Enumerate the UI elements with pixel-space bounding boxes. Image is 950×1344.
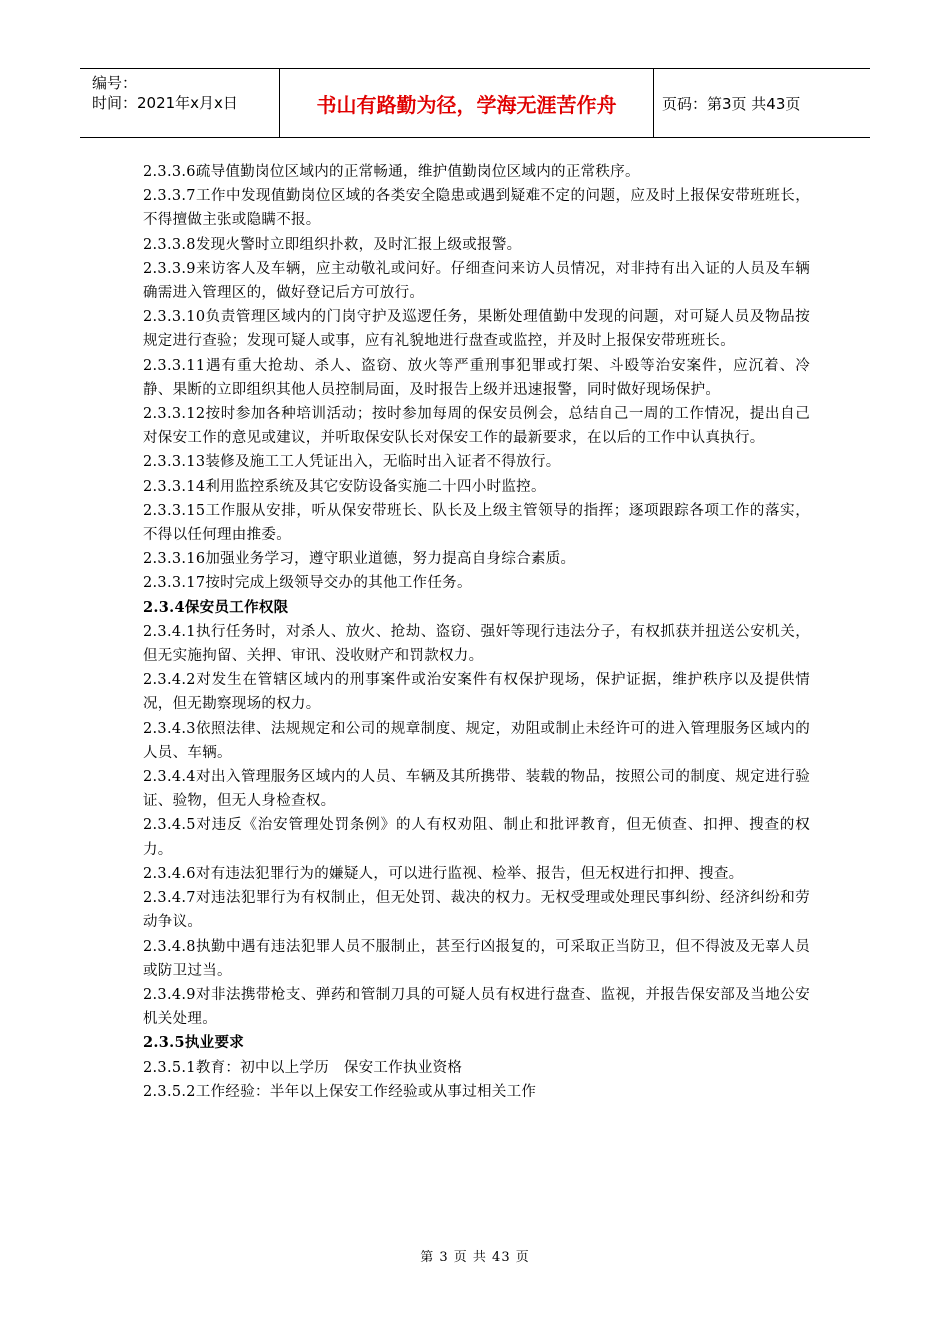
paragraph: 2.3.4.3依照法律、法规规定和公司的规章制度、规定，劝阻或制止未经许可的进入管理服务区域内的人员、车辆。: [143, 720, 810, 761]
header-motto: 书山有路勤为径，学海无涯苦作舟: [280, 69, 654, 137]
document-header: [80, 68, 870, 138]
section-heading: 2.3.4保安员工作权限: [143, 598, 289, 616]
paragraph: 2.3.3.15工作服从安排，听从保安带班长、队长及上级主管领导的指挥；逐项跟踪各项工作的落实，不得以任何理由推委。: [143, 502, 810, 544]
paragraph: 2.3.4.2对发生在管辖区域内的刑事案件或治安案件有权保护现场，保护证据，维护秩序以及提供情况，但无勘察现场的权力。: [143, 672, 810, 713]
paragraph: 2.3.4.7对违法犯罪行为有权制止，但无处罚、裁决的权力。无权受理或处理民事纠纷、经济纠纷和劳动争议。: [143, 890, 810, 931]
paragraph: 2.3.4.8执勤中遇有违法犯罪人员不服制止，甚至行凶报复的，可采取正当防卫，但不得波及无辜人员或防卫过当。: [143, 938, 810, 979]
paragraph: 2.3.3.13装修及施工工人凭证出入，无临时出入证者不得放行。: [143, 454, 561, 471]
paragraph: 2.3.3.11遇有重大抢劫、杀人、盗窃、放火等严重刑事犯罪或打架、斗殴等治安案件，应沉着、冷静、果断的立即组织其他人员控制局面，及时报告上级并迅速报警，同时做好现场保护。: [143, 357, 810, 398]
paragraph: 2.3.5.2工作经验：半年以上保安工作经验或从事过相关工作: [143, 1083, 537, 1100]
paragraph: 2.3.3.16加强业务学习，遵守职业道德，努力提高自身综合素质。: [143, 551, 576, 568]
header-meta: [80, 69, 280, 137]
paragraph: 2.3.3.8发现火警时立即组织扑救，及时汇报上级或报警。: [143, 236, 522, 253]
paragraph: 2.3.3.9来访客人及车辆，应主动敬礼或问好。仔细查问来访人员情况，对非持有出入证的人员及车辆确需进入管理区的，做好登记后方可放行。: [143, 260, 810, 302]
paragraph: 2.3.3.14利用监控系统及其它安防设备实施二十四小时监控。: [143, 478, 546, 495]
section-heading: 2.3.5执业要求: [143, 1034, 245, 1052]
paragraph: 2.3.3.12按时参加各种培训活动；按时参加每周的保安员例会，总结自己一周的工作情况，提出自己对保安工作的意见或建议，并听取保安队长对保安工作的最新要求，在以后的工作中认真执行。: [143, 406, 810, 447]
paragraph: 2.3.3.17按时完成上级领导交办的其他工作任务。: [143, 575, 472, 592]
paragraph: 2.3.4.4对出入管理服务区域内的人员、车辆及其所携带、装载的物品，按照公司的制度、规定进行验证、验物，但无人身检查权。: [143, 769, 810, 810]
date-label: 时间：2021年x月x日: [92, 94, 238, 112]
paragraph: 2.3.3.6疏导值勤岗位区域内的正常畅通，维护值勤岗位区域内的正常秩序。: [143, 164, 640, 180]
paragraph: 2.3.4.9对非法携带枪支、弹药和管制刀具的可疑人员有权进行盘查、监视，并报告保安部及当地公安机关处理。: [143, 986, 810, 1028]
paragraph: 2.3.5.1教育：初中以上学历 保安工作执业资格: [143, 1059, 463, 1076]
paragraph: 2.3.4.1执行任务时，对杀人、放火、抢劫、盗窃、强奸等现行违法分子，有权抓获并扭送公安机关，但无实施拘留、关押、审讯、没收财产和罚款权力。: [143, 623, 810, 665]
paragraph: 2.3.4.6对有违法犯罪行为的嫌疑人，可以进行监视、检举、报告，但无权进行扣押、搜查。: [143, 865, 744, 882]
paragraph: 2.3.3.7工作中发现值勤岗位区域的各类安全隐患或遇到疑难不定的问题，应及时上报保安带班班长，不得擅做主张或隐瞒不报。: [143, 188, 810, 229]
page-footer: 第 3 页 共 43 页: [420, 1250, 530, 1265]
number-label: 编号：: [92, 74, 138, 92]
document-body: [143, 160, 810, 1104]
header-page-info: 页码：第3页 共43页: [662, 94, 801, 113]
paragraph: 2.3.4.5对违反《治安管理处罚条例》的人有权劝阻、制止和批评教育，但无侦查、扣押、搜查的权力。: [143, 817, 810, 858]
paragraph: 2.3.3.10负责管理区域内的门岗守护及巡逻任务，果断处理值勤中发现的问题，对可疑人员及物品按规定进行查验；发现可疑人或事，应有礼貌地进行盘查或监控，并及时上报保安带班班长。: [143, 309, 810, 350]
